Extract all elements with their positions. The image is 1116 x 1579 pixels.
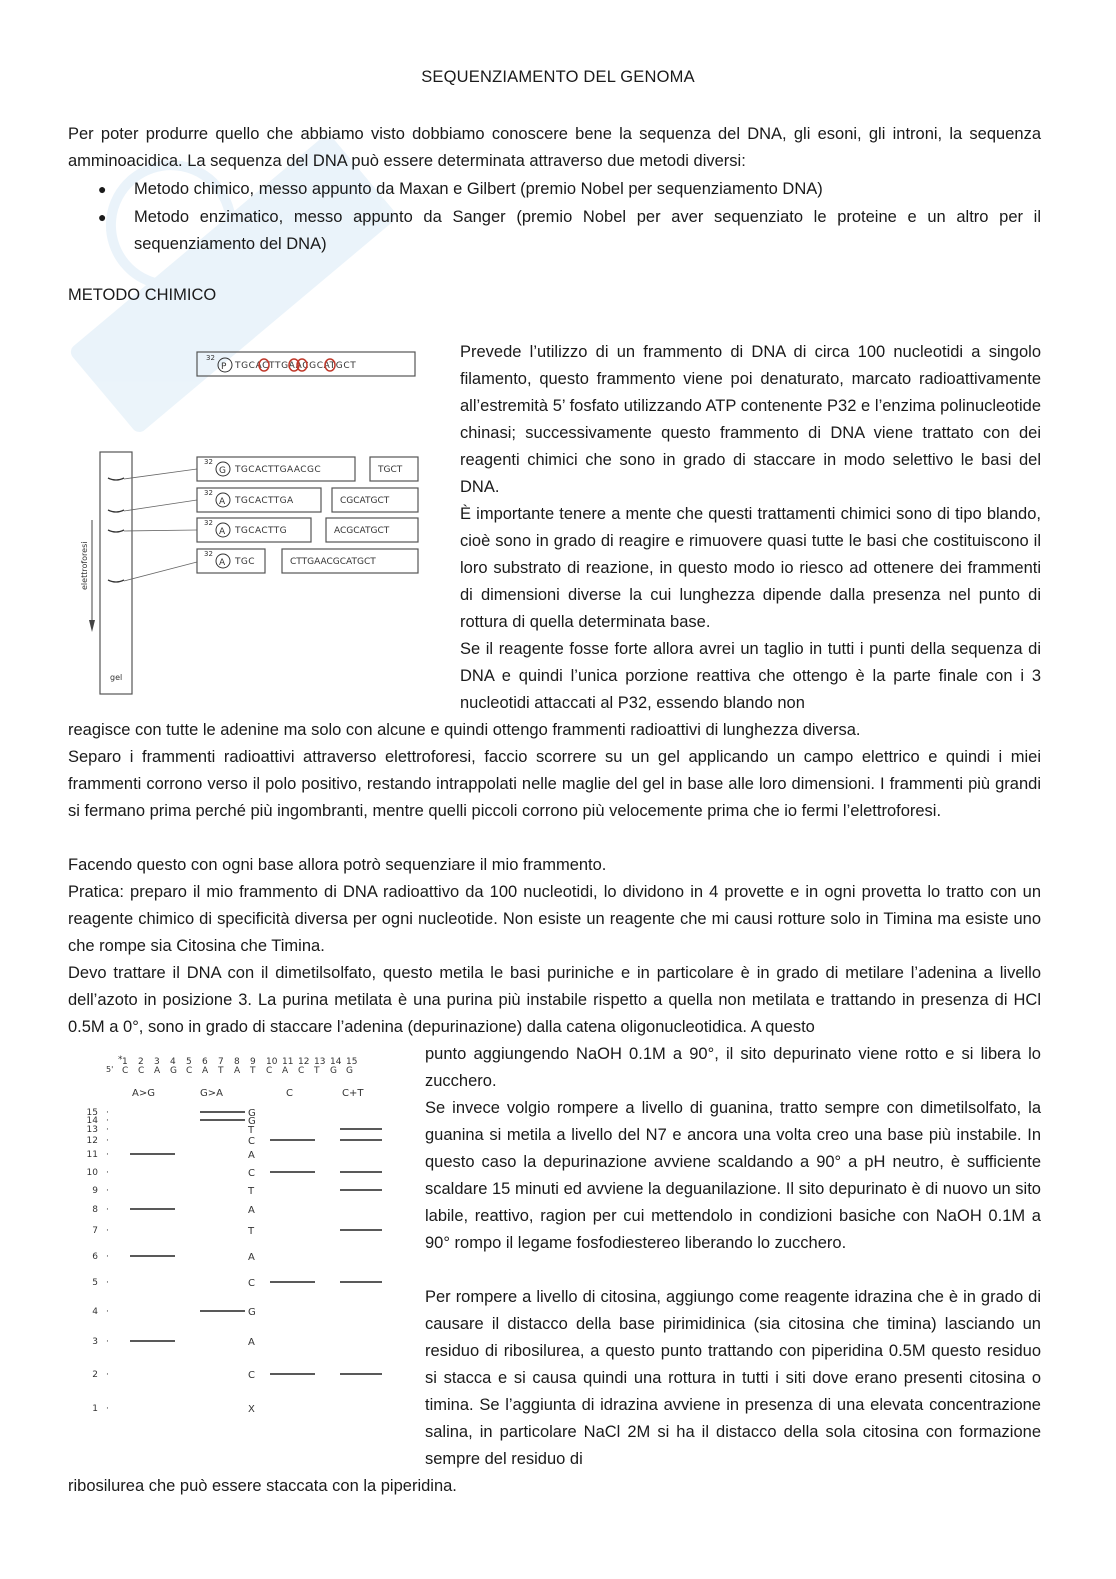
fragment-left: TGC	[235, 557, 255, 567]
p32-label: 32	[204, 519, 213, 527]
position-number: 15	[346, 1057, 358, 1067]
p32-label: 32	[204, 489, 213, 497]
row-number: 1	[92, 1404, 98, 1414]
row-dot: ·	[106, 1150, 109, 1160]
position-number: 3	[154, 1057, 160, 1067]
paragraph-practice: Pratica: preparo il mio frammento di DNA radioattivo da 100 nucleotidi, lo dividono in 4 provette e in ogni provetta lo tratto con un reagente chimico di specificità diversa per ogni nucleotide. Non esiste un reagente che mi causi rotture solo in Timina ma esiste uno che rompe sia Citosina che Timina.	[68, 883, 1041, 955]
bullet-item-2: Metodo enzimatico, messo appunto da Sanger (premio Nobel per aver sequenziato le proteine e un altro per il sequenziamento del DNA)	[134, 208, 1041, 253]
sequence-base: G	[346, 1066, 353, 1076]
position-number: 1	[122, 1057, 128, 1067]
position-number: 13	[314, 1057, 326, 1067]
row-number: 3	[92, 1337, 98, 1347]
row-number: 14	[86, 1116, 98, 1126]
connector-line	[124, 500, 197, 511]
gel-bands	[130, 1112, 382, 1374]
row-dot: ·	[106, 1125, 109, 1135]
five-prime-label: 5'	[106, 1065, 114, 1074]
paragraph-dimethylsulfate: Devo trattare il DNA con il dimetilsolfato, questo metila le basi puriniche e in particolare è in grado di metilare l’adenina a livello dell’azoto in posizione 3. La purina metilata è una purina più instabile rispetto a quella non metilata e trattando in presenza di HCl 0.5M a 0°, sono in grado di staccare l’adenina (depurinazione) dalla catena oligonucleotidica. A questo	[68, 964, 1041, 1036]
lane-label: C+T	[342, 1088, 364, 1099]
position-number: 2	[138, 1057, 144, 1067]
sequence-base: A	[234, 1066, 241, 1076]
top-sequence: TGCACTTGAACGCATGCT	[235, 361, 357, 371]
row-number: 13	[86, 1125, 98, 1135]
row-dot: ·	[106, 1186, 109, 1196]
position-number: 6	[202, 1057, 208, 1067]
figure-chemical-cleavage	[80, 340, 430, 700]
position-number: 12	[298, 1057, 310, 1067]
paragraph-electrophoresis: Separo i frammenti radioattivi attraverso elettroforesi, faccio scorrere su un gel applicando un campo elettrico e quindi i miei frammenti corrono verso il polo positivo, restando intrappolati nelle maglie del gel in base alle loro dimensioni. I frammenti più grandi si fermano prima perché più ingombranti, mentre quelli piccoli corrono più velocemente prima che io fermi l’elettroforesi.	[68, 748, 1041, 820]
fragment-row	[197, 457, 418, 481]
figure-sequencing-gel	[80, 1050, 400, 1445]
paragraph-cytosine: Per rompere a livello di citosina, aggiungo come reagente idrazina che è in grado di causare il distacco della base pirimidinica (sia citosina che timina) lasciando un residuo di ribosilurea, a questo punto trattando con piperidina 0.5M questo residuo si stacca e si causa quindi una rottura in tutti i siti dove erano presenti citosina o timina. Se l’aggiunta di idrazina avviene in presenza di una elevata concentrazione salina, in particolare NaCl 2M si ha il distacco della sola citosina con formazione sempre del residuo di	[425, 1288, 1041, 1468]
paragraph-strong-reagent: Se il reagente fosse forte allora avrei un taglio in tutti i punti della sequenza di DNA e quindi l’unica porzione reattiva che ottengo è la parte finale con i 3 nucleotidi attaccati al P32, essendo blando non	[460, 640, 1041, 712]
bullet-icon: ●	[98, 181, 107, 197]
fragment-right: TGCT	[378, 465, 403, 475]
sequence-base: T	[250, 1066, 256, 1076]
read-base: C	[248, 1136, 255, 1147]
row-number: 7	[92, 1226, 98, 1236]
position-number: 9	[250, 1057, 256, 1067]
arrow-head-icon	[89, 620, 95, 632]
cleaved-base: A	[219, 527, 226, 537]
read-base: G	[248, 1108, 256, 1119]
position-number: 5	[186, 1057, 192, 1067]
row-number: 11	[86, 1150, 98, 1160]
fragment-right: CGCATGCT	[340, 496, 390, 506]
position-number: 10	[266, 1057, 278, 1067]
read-base: X	[248, 1404, 255, 1415]
section-heading: METODO CHIMICO	[68, 286, 217, 304]
top-sequence	[122, 1066, 353, 1076]
row-dot: ·	[106, 1136, 109, 1146]
paragraph-depurination: punto aggiungendo NaOH 0.1M a 90°, il sito depurinato viene rotto e si libera lo zucchero.	[425, 1045, 1041, 1090]
sequence-base: T	[314, 1066, 320, 1076]
phosphate-letter: P	[221, 362, 227, 372]
sequence-base: A	[202, 1066, 209, 1076]
position-number: 14	[330, 1057, 342, 1067]
p32-label: 32	[204, 550, 213, 558]
fragment-row	[197, 518, 418, 542]
gel-band	[108, 510, 124, 512]
bullet-icon: ●	[98, 209, 107, 225]
fragment-right: ACGCATGCT	[334, 526, 390, 536]
row-number: 10	[86, 1168, 98, 1178]
gel-lane	[100, 452, 132, 694]
fragment-row	[197, 488, 418, 512]
read-base: A	[248, 1150, 255, 1161]
paragraph-ribosylurea: ribosilurea che può essere staccata con la piperidina.	[68, 1477, 457, 1495]
fragment-left: TGCACTTGA	[235, 496, 294, 506]
bullet-item-1: Metodo chimico, messo appunto da Maxan e Gilbert (premio Nobel per sequenziamento DNA)	[134, 180, 823, 198]
read-base: C	[248, 1168, 255, 1179]
row-number: 2	[92, 1370, 98, 1380]
row-number: 4	[92, 1307, 98, 1317]
connector-line	[124, 530, 197, 531]
row-dot: ·	[106, 1168, 109, 1178]
fragment-left: TGCACTTGAACGC	[235, 465, 321, 475]
fragment-row	[197, 549, 418, 573]
cleaved-base: G	[219, 466, 226, 476]
sequence-base: C	[298, 1066, 305, 1076]
row-dot: ·	[106, 1370, 109, 1380]
row-number: 8	[92, 1205, 98, 1215]
position-number: 8	[234, 1057, 240, 1067]
read-base: G	[248, 1307, 256, 1318]
sequence-base: A	[282, 1066, 289, 1076]
gel-band	[108, 478, 124, 480]
fragment-right: CTTGAACGCATGCT	[290, 557, 376, 567]
gel-band	[108, 580, 124, 582]
row-number: 15	[86, 1108, 98, 1118]
row-number: 12	[86, 1136, 98, 1146]
sequence-base: C	[122, 1066, 129, 1076]
read-base: T	[248, 1226, 255, 1237]
cleaved-base: A	[219, 558, 226, 568]
row-number: 6	[92, 1252, 98, 1262]
read-base: C	[248, 1370, 255, 1381]
read-base: T	[248, 1186, 255, 1197]
position-number: 11	[282, 1057, 294, 1067]
read-base: A	[248, 1337, 255, 1348]
sequence-base: C	[186, 1066, 193, 1076]
lane-label: G>A	[200, 1088, 223, 1099]
read-base: C	[248, 1278, 255, 1289]
row-dot: ·	[106, 1116, 109, 1126]
sequence-base: C	[138, 1066, 145, 1076]
gel-label: gel	[110, 673, 123, 682]
read-base: A	[248, 1252, 255, 1263]
row-dot: ·	[106, 1252, 109, 1262]
paragraph-sequence-each-base: Facendo questo con ogni base allora potrò sequenziare il mio frammento.	[68, 856, 607, 874]
read-base: T	[248, 1125, 255, 1136]
row-dot: ·	[106, 1337, 109, 1347]
connector-line	[124, 562, 197, 581]
read-base: A	[248, 1205, 255, 1216]
p32-label: 32	[206, 354, 215, 362]
connector-line	[124, 469, 197, 479]
row-number: 5	[92, 1278, 98, 1288]
row-dot: ·	[106, 1278, 109, 1288]
sequence-base: C	[266, 1066, 273, 1076]
paragraph-protocol: Prevede l’utilizzo di un frammento di DNA di circa 100 nucleotidi a singolo filamento, questo frammento viene poi denaturato, marcato radioattivamente all’estremità 5’ fosfato utilizzando ATP contenente P32 e l’enzima polinucleotide chinasi; successivamente questo frammento di DNA viene trattato con dei reagenti chimici che sono in grado di staccare in modo selettivo le basi del DNA.	[460, 343, 1041, 496]
position-number: 4	[170, 1057, 176, 1067]
document-title: SEQUENZIAMENTO DEL GENOMA	[421, 68, 695, 86]
intro-paragraph: Per poter produrre quello che abbiamo visto dobbiamo conoscere bene la sequenza del DNA, gli esoni, gli introni, la sequenza amminoacidica. La sequenza del DNA può essere determinata attraverso due metodi diversi:	[68, 125, 1041, 170]
row-dot: ·	[106, 1404, 109, 1414]
row-number: 9	[92, 1186, 98, 1196]
sequence-base: G	[330, 1066, 337, 1076]
paragraph-mild-treatment: È importante tenere a mente che questi trattamenti chimici sono di tipo blando, cioè sono in grado di reagire e rimuovere quasi tutte le basi che costituiscono il loro substrato di reazione, in questo modo io riesco ad ottenere dei frammenti di dimensioni diverse la cui lunghezza dipende dalla presenza nel punto di rottura di quella determinata base.	[460, 505, 1041, 631]
fragment-left: TGCACTTG	[235, 526, 288, 536]
row-dot: ·	[106, 1226, 109, 1236]
paragraph-strong-reagent-cont: reagisce con tutte le adenine ma solo con alcune e quindi ottengo frammenti radioattivi di lunghezza diversa.	[68, 721, 861, 739]
paragraph-guanine: Se invece volgio rompere a livello di guanina, tratto sempre con dimetilsolfato, la guanina si metila a livello del N7 e ancora una volta creo una base più instabile. In questo caso la depurinazione avviene scaldando a 90° a pH neutro, è sufficiente scaldare 15 minuti ed avviene la deguanilazione. Il sito depurinato è di nuovo un sito labile, reattivo, ragion per cui mettendolo in condizioni basiche con NaOH 0.1M a 90° rompo il legame fosfodiestereo liberando lo zucchero.	[425, 1099, 1041, 1252]
position-number: 7	[218, 1057, 224, 1067]
read-base: G	[248, 1116, 256, 1127]
row-dot: ·	[106, 1108, 109, 1118]
sequence-base: T	[218, 1066, 224, 1076]
lane-label: C	[286, 1088, 293, 1099]
sequence-base: G	[170, 1066, 177, 1076]
lane-label: A>G	[132, 1088, 155, 1099]
row-dot: ·	[106, 1205, 109, 1215]
gel-band	[108, 530, 124, 532]
row-dot: ·	[106, 1307, 109, 1317]
p32-label: 32	[204, 458, 213, 466]
electrophoresis-label: elettroforesi	[80, 541, 89, 590]
cleaved-base: A	[219, 497, 226, 507]
star-mark: *	[118, 1055, 123, 1065]
sequence-base: A	[154, 1066, 161, 1076]
